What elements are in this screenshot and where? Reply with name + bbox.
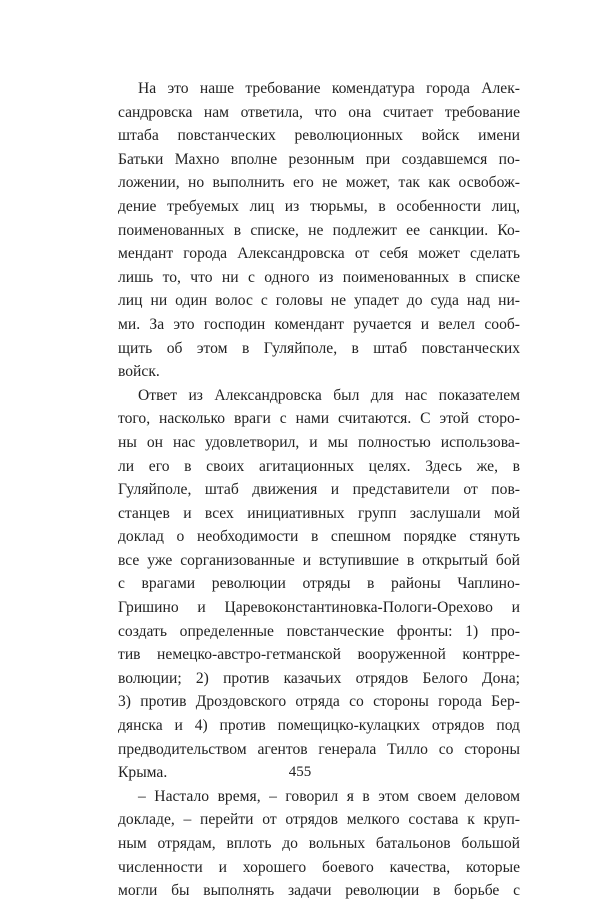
text-line: ны он нас удовлетворил, и мы полностью использова- (118, 433, 520, 451)
text-line: войск. (118, 363, 160, 381)
text-line: Батьки Махно вполне резонным при создавшемся по- (118, 150, 520, 168)
text-line: Ответ из Александровска был для нас показателем (138, 386, 520, 404)
text-line: 3) против Дроздовского отряда со стороны города Бер- (118, 693, 520, 711)
text-line: поименованных в списке, не подлежит ее санкции. Ко- (118, 221, 520, 239)
text-line: дянска и 4) против помещицко-кулацких отрядов под (118, 717, 520, 735)
text-line: волюции; 2) против казачьих отрядов Белого Дона; (118, 669, 520, 687)
text-line: с врагами революции отряды в районы Чаплино- (118, 575, 520, 593)
paragraph-1 (118, 77, 520, 384)
text-line: лиц ни один волос с головы не упадет до суда над ни- (118, 292, 520, 310)
text-line: На это наше требование комендатура города Алек- (138, 80, 520, 97)
text-line: сандровска нам ответила, что она считает требование (118, 103, 520, 121)
text-line: предводительством агентов генерала Тилло со стороны (118, 740, 520, 758)
text-line: Крыма. (118, 764, 168, 782)
text-line: щить об этом в Гуляйполе, в штаб повстанческих (118, 339, 520, 357)
text-line: ли его в своих агитационных целях. Здесь же, в (118, 457, 520, 475)
text-line: создать определенные повстанческие фронты: 1) про- (118, 622, 520, 640)
text-line: численности и хорошего боевого качества, которые (118, 858, 520, 876)
text-line: ным отрядам, вплоть до вольных батальонов большой (118, 835, 520, 852)
text-line: мендант города Александровска от себя может сделать (118, 245, 520, 263)
text-line: Гришино и Царевоконстантиновка-Пологи-Орехово и (118, 599, 520, 617)
text-line: тив немецко-австро-гетманской вооруженной контрре- (118, 646, 520, 664)
text-line: Гуляйполе, штаб движения и представители от пов- (118, 481, 520, 499)
text-line: станцев и всех инициативных групп заслушали мой (118, 504, 520, 522)
text-line: докладе, – перейти от отрядов мелкого состава к круп- (118, 811, 520, 829)
text-line: могли бы выполнять задачи революции в борьбе с (118, 882, 520, 900)
text-line: ми. За это господин комендант ручается и велел сооб- (118, 315, 520, 333)
text-line: все уже сорганизованные и вступившие в открытый бой (118, 551, 520, 569)
page-number: 455 (288, 764, 312, 780)
text-line: лишь то, что ни с одного из поименованных в списке (118, 268, 520, 286)
text-line: дение требуемых лиц из тюрьмы, в особенности лиц, (118, 197, 520, 215)
paragraph-2 (118, 384, 520, 785)
text-line: штаба повстанческих революционных войск имени (118, 127, 520, 145)
text-line: – Настало время, – говорил я в этом своем деловом (138, 787, 520, 805)
text-line: доклад о необходимости в спешном порядке стянуть (118, 528, 520, 546)
paragraph-3 (118, 785, 520, 903)
text-line: того, насколько враги с нами считаются. С этой сторо- (118, 410, 520, 428)
text-line: ложении, но выполнить его не может, так как освобож- (118, 174, 520, 192)
